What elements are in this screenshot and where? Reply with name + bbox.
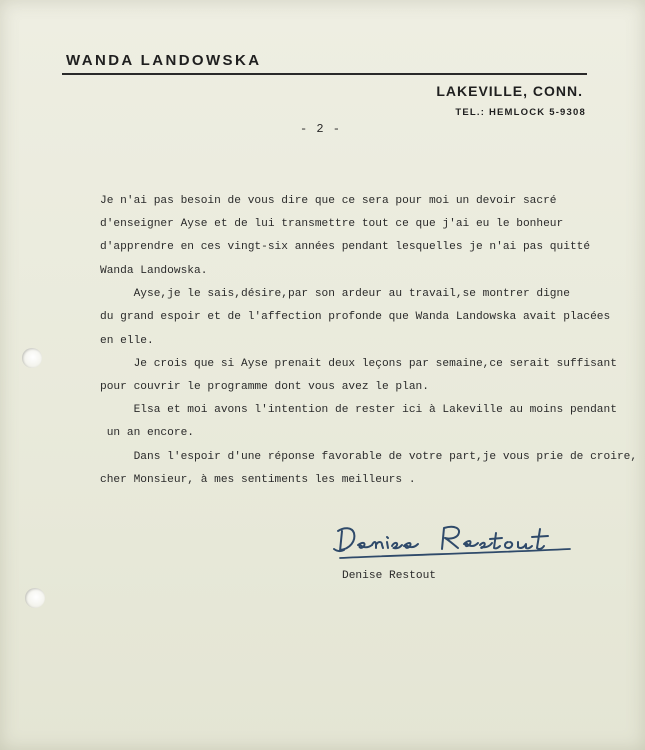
- text-line: Je n'ai pas besoin de vous dire que ce sera pour moi un devoir sacré: [100, 195, 557, 207]
- text-line: cher Monsieur, à mes sentiments les meilleurs .: [100, 473, 416, 486]
- page-number: - 2 -: [300, 122, 342, 136]
- paragraph: [100, 353, 617, 399]
- punch-hole-top: [22, 348, 42, 368]
- text-line: Dans l'espoir d'une réponse favorable de votre part,je vous prie de croire,: [100, 450, 638, 463]
- text-line: pour couvrir le programme dont vous avez le plan.: [100, 381, 429, 393]
- typed-signature-name: Denise Restout: [342, 570, 436, 582]
- punch-hole-bottom: [25, 588, 45, 608]
- letterhead-rule: [62, 73, 587, 75]
- paragraph: [100, 190, 610, 283]
- letterhead-name: WANDA LANDOWSKA: [66, 52, 262, 69]
- text-line: Je crois que si Ayse prenait deux leçons par semaine,ce serait suffisant: [100, 357, 617, 370]
- text-line: un an encore.: [100, 427, 194, 440]
- text-line: en elle.: [100, 334, 154, 347]
- text-line: d'enseigner Ayse et de lui transmettre tout ce que j'ai eu le bonheur: [100, 218, 564, 231]
- text-line: Elsa et moi avons l'intention de rester ici à Lakeville au moins pendant: [100, 404, 617, 417]
- letterhead-phone: TEL.: HEMLOCK 5-9308: [455, 107, 586, 118]
- paragraph: [100, 399, 617, 445]
- paragraph: [100, 283, 610, 353]
- text-line: du grand espoir et de l'affection profonde que Wanda Landowska avait placées: [100, 311, 611, 324]
- text-line: Wanda Landowska.: [100, 264, 208, 277]
- text-line: d'apprendre en ces vingt-six années pendant lesquelles je n'ai pas quitté: [100, 241, 591, 254]
- handwritten-signature: [330, 515, 600, 565]
- letter-body: [100, 190, 638, 492]
- paragraph: [100, 446, 638, 492]
- text-line: Ayse,je le sais,désire,par son ardeur au travail,se montrer digne: [100, 288, 570, 301]
- letterhead-place: LAKEVILLE, CONN.: [436, 83, 583, 99]
